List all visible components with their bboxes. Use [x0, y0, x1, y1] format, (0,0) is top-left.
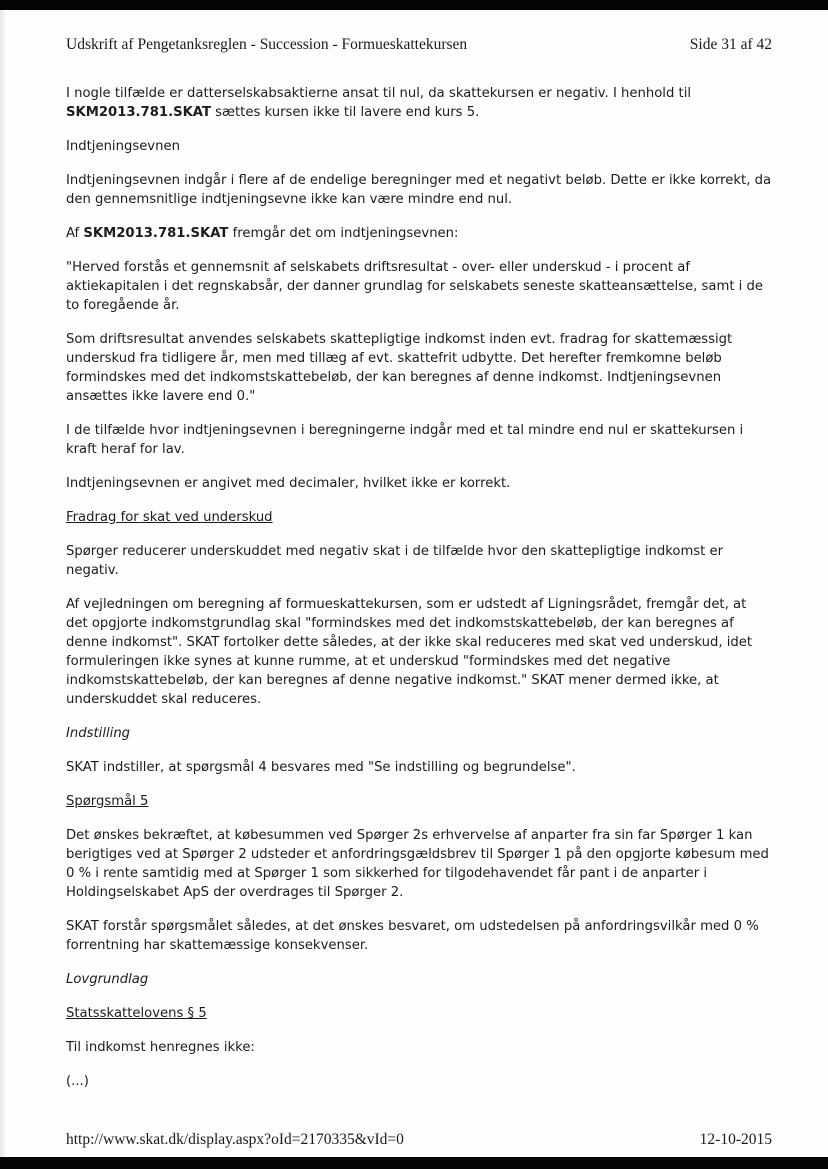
scan-edge-shade	[0, 10, 7, 1157]
footer-date: 12-10-2015	[699, 1131, 772, 1148]
scan-artifact-bottom-bar	[0, 1157, 828, 1169]
header-page-number: Side 31 af 42	[689, 36, 772, 53]
heading-spoergsmaal-5: Spørgsmål 5	[66, 794, 149, 809]
paragraph-text: I nogle tilfælde er datterselskabsaktierne ansat til nul, da skattekursen er negativ. I henhold til	[66, 86, 692, 101]
skm-reference-bold: SKM2013.781.SKAT	[83, 226, 229, 241]
paragraph-skm-intro	[66, 224, 772, 243]
heading-fradrag-for-skat: Fradrag for skat ved underskud	[66, 510, 273, 525]
header-title: Udskrift af Pengetanksreglen - Succession - Formueskattekursen	[66, 36, 468, 53]
paragraph-low-rate: I de tilfælde hvor indtjeningsevnen i beregningerne indgår med et tal mindre end nul er skattekursen i kraft heraf for lav.	[66, 423, 744, 457]
scan-artifact-top-bar	[0, 0, 828, 10]
paragraph-text: fremgår det om indtjeningsevnen:	[228, 226, 459, 241]
heading-lovgrundlag: Lovgrundlag	[66, 972, 149, 987]
paragraph-text: sættes kursen ikke til lavere end kurs 5.	[210, 105, 480, 120]
paragraph-intro	[66, 84, 772, 122]
paragraph-quote-1: "Herved forstås et gennemsnit af selskabets driftsresultat - over- eller underskud - i procent af aktiekapitalen i det regnskabsår, der danner grundlag for selskabets seneste skatteansættelse, samt i de to foregående år.	[66, 260, 764, 313]
heading-indtjeningsevnen: Indtjeningsevnen	[66, 139, 180, 154]
document-body	[66, 84, 772, 1106]
paragraph-question5-text: Det ønskes bekræftet, at købesummen ved Spørger 2s erhvervelse af anparter fra sin far Spørger 1 kan berigtiges ved at Spørger 2 udsteder et anfordringsgældsbrev til Spørger 1 på den opgjorte købesum med 0 % i rente samtidig med at Spørger 1 som sikkerhed for tilgodehavendet får pant i de anparter i Holdingselskabet ApS der overdrages til Spørger 2.	[66, 828, 769, 900]
paragraph-skat-understanding: SKAT forstår spørgsmålet således, at det ønskes besvaret, om udstedelsen på anfordringsvilkår med 0 % forrentning har skattemæssige konsekvenser.	[66, 919, 759, 953]
paragraph-text: Af	[66, 226, 84, 241]
paragraph-earning-power: Indtjeningsevnen indgår i flere af de endelige beregninger med et negativt beløb. Dette er ikke korrekt, da den gennemsnitlige indtjeningsevne ikke kan være mindre end nul.	[66, 173, 772, 207]
document-footer	[66, 1131, 772, 1149]
heading-indstilling: Indstilling	[66, 726, 131, 741]
heading-statsskatteloven: Statsskattelovens § 5	[66, 1006, 207, 1021]
paragraph-negative-tax: Spørger reducerer underskuddet med negativ skat i de tilfælde hvor den skattepligtige indkomst er negativ.	[66, 544, 724, 578]
paragraph-guideline-interpretation: Af vejledningen om beregning af formueskattekursen, som er udstedt af Ligningsrådet, fremgår det, at det opgjorte indkomstgrundlag skal "formindskes med det indkomstskattebeløb, der kan beregnes af denne indkomst". SKAT fortolker dette således, at der ikke skal reduceres med skat ved underskud, idet formuleringen ikke synes at kunne rumme, at et underskud "formindskes med det negative indkomstskattebeløb, der kan beregnes af denne negative indkomst." SKAT mener dermed ikke, at underskuddet skal reduceres.	[66, 597, 753, 707]
paragraph-decimals: Indtjeningsevnen er angivet med decimaler, hvilket ikke er korrekt.	[66, 476, 511, 491]
paragraph-quote-2: Som driftsresultat anvendes selskabets skattepligtige indkomst inden evt. fradrag for skattemæssigt underskud fra tidligere år, men med tillæg af evt. skattefrit udbytte. Det herefter fremkomne beløb formindskes med det indkomstskattebeløb, der kan beregnes af denne indkomst. Indtjeningsevnen ansættes ikke lavere end 0."	[66, 332, 733, 404]
skm-reference-bold: SKM2013.781.SKAT	[66, 105, 211, 120]
document-header	[66, 36, 772, 54]
paragraph-income-excluded: Til indkomst henregnes ikke:	[66, 1040, 255, 1055]
paragraph-recommendation: SKAT indstiller, at spørgsmål 4 besvares med "Se indstilling og begrundelse".	[66, 760, 576, 775]
footer-url: http://www.skat.dk/display.aspx?oId=2170335&vId=0	[66, 1131, 404, 1148]
paragraph-ellipsis: (...)	[66, 1074, 89, 1089]
